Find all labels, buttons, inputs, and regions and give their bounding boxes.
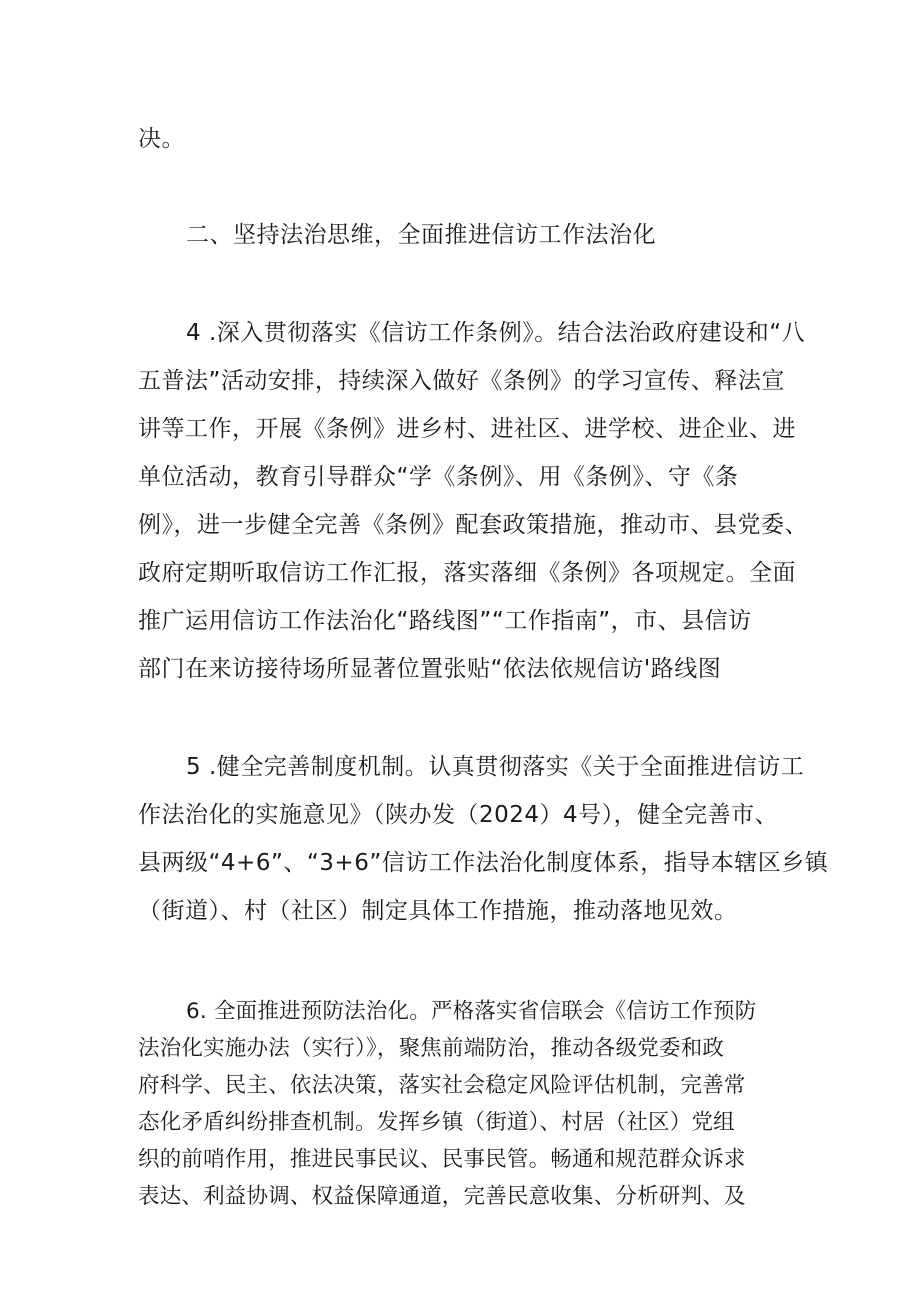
paragraph-tail: 决。 [138, 126, 185, 152]
section-heading: 二、坚持法治思维，全面推进信访工作法治化 [186, 222, 656, 248]
item-5-line: （街道）、村（社区）制定具体工作措施，推动落地见效。 [138, 898, 738, 924]
item-6-line: 法治化实施办法（实行）》，聚焦前端防治，推动各级党委和政 [138, 1036, 725, 1061]
item-4-line: 部门在来访接待场所显著位置张贴“依法依规信访'路线图 [138, 656, 722, 682]
item-5-line: 县两级“4+6”、“3+6”信访工作法治化制度体系，指导本辖区乡镇 [138, 850, 829, 876]
item-4-heading-line: 4 .深入贯彻落实《信访工作条例》。结合法治政府建设和“八 [186, 320, 806, 346]
item-6-heading-line: 6. 全面推进预防法治化。严格落实省信联会《信访工作预防 [186, 999, 757, 1024]
item-4-line: 推广运用信访工作法治化“路线图”“工作指南”，市、县信访 [138, 608, 752, 634]
item-5-heading-line: 5 .健全完善制度机制。认真贯彻落实《关于全面推进信访工 [186, 754, 805, 780]
item-4-line: 讲等工作，开展《条例》进乡村、进社区、进学校、进企业、进 [138, 416, 796, 442]
item-4-line: 例》，进一步健全完善《条例》配套政策措施，推动市、县党委、 [138, 512, 808, 538]
item-6-line: 态化矛盾纠纷排查机制。发挥乡镇（街道）、村居（社区）党组 [138, 1110, 735, 1135]
item-6-line: 府科学、民主、依法决策，落实社会稳定风险评估机制，完善常 [138, 1073, 746, 1098]
item-6-line: 表达、利益协调、权益保障通道，完善民意收集、分析研判、及 [138, 1184, 746, 1209]
item-4-line: 五普法”活动安排，持续深入做好《条例》的学习宣传、释法宣 [138, 368, 785, 394]
item-6-line: 织的前哨作用，推进民事民议、民事民管。畅通和规范群众诉求 [138, 1147, 746, 1172]
item-5-line: 作法治化的实施意见》（陕办发（2024）4号），健全完善市、 [138, 802, 779, 828]
item-4-line: 政府定期听取信访工作汇报，落实落细《条例》各项规定。全面 [138, 560, 796, 586]
item-4-line: 单位活动，教育引导群众“学《条例》、用《条例》、守《条 [138, 464, 739, 490]
